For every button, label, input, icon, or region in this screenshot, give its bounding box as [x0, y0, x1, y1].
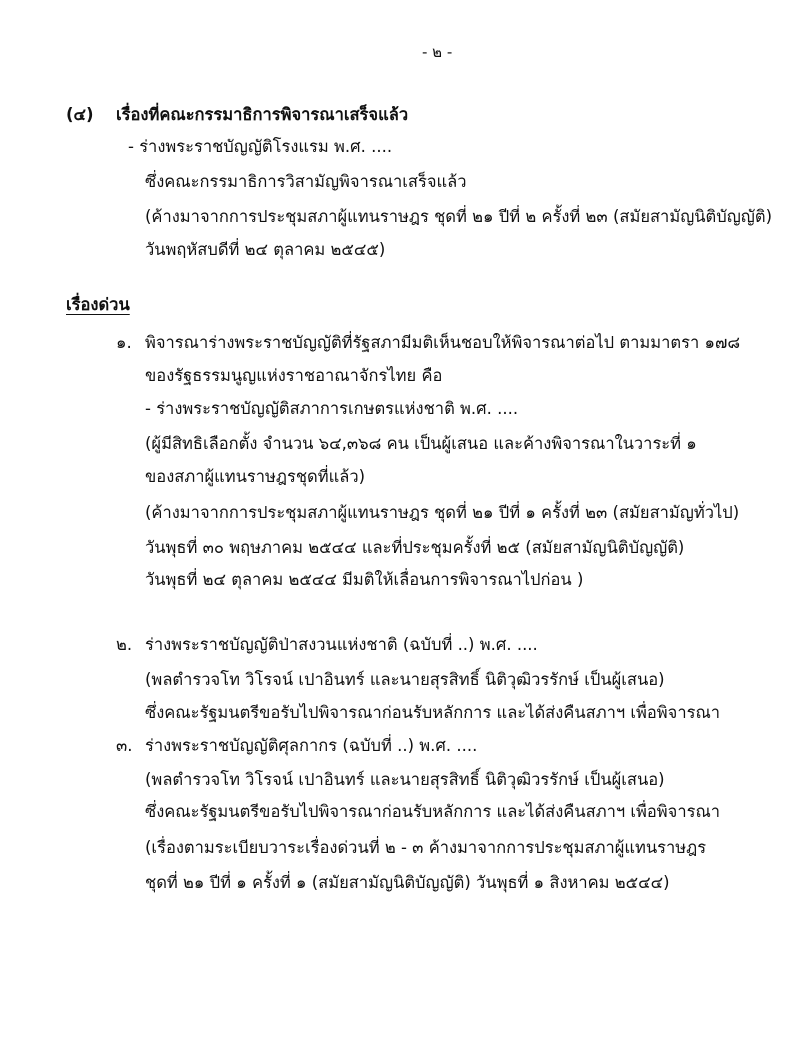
- item-line: พิจารณาร่างพระราชบัญญัติที่รัฐสภามีมติเห็นชอบให้พิจารณาต่อไป ตามมาตรา ๑๗๘: [145, 333, 741, 352]
- item-line: (เรื่องตามระเบียบวาระเรื่องด่วนที่ ๒ - ๓ ค้างมาจากการประชุมสภาผู้แทนราษฎร: [145, 838, 707, 857]
- item-line: ร่างพระราชบัญญัติศุลกากร (ฉบับที่ ..) พ.ศ. ....: [145, 736, 478, 755]
- item-line: (ค้างมาจากการประชุมสภาผู้แทนราษฎร ชุดที่ ๒๑ ปีที่ ๑ ครั้งที่ ๒๓ (สมัยสามัญทั่วไป): [145, 503, 740, 522]
- item-line: (ผู้มีสิทธิเลือกตั้ง จำนวน ๖๔,๓๖๘ คน เป็นผู้เสนอ และค้างพิจารณาในวาระที่ ๑: [145, 434, 697, 453]
- item-number: ๓.: [116, 736, 133, 755]
- page-number: - ๒ -: [422, 43, 453, 61]
- item-line: ซึ่งคณะรัฐมนตรีขอรับไปพิจารณาก่อนรับหลักการ และได้ส่งคืนสภาฯ เพื่อพิจารณา: [145, 802, 721, 821]
- item-line: - ร่างพระราชบัญญัติสภาการเกษตรแห่งชาติ พ.ศ. ....: [145, 399, 519, 418]
- bill-line: (ค้างมาจากการประชุมสภาผู้แทนราษฎร ชุดที่ ๒๑ ปีที่ ๒ ครั้งที่ ๒๓ (สมัยสามัญนิติบัญญัติ): [145, 207, 772, 226]
- item-line: ร่างพระราชบัญญัติป่าสงวนแห่งชาติ (ฉบับที่ ..) พ.ศ. ....: [145, 635, 538, 654]
- urgent-heading: เรื่องด่วน: [66, 295, 130, 314]
- item-line: ของรัฐธรรมนูญแห่งราชอาณาจักรไทย คือ: [145, 366, 443, 385]
- bill-line: - ร่างพระราชบัญญัติโรงแรม พ.ศ. ....: [128, 137, 393, 156]
- item-line: ซึ่งคณะรัฐมนตรีขอรับไปพิจารณาก่อนรับหลักการ และได้ส่งคืนสภาฯ เพื่อพิจารณา: [145, 703, 721, 722]
- section-title: เรื่องที่คณะกรรมาธิการพิจารณาเสร็จแล้ว: [116, 105, 409, 124]
- item-line: (พลตำรวจโท วิโรจน์ เปาอินทร์ และนายสุรสิทธิ์ นิติวุฒิวรรักษ์ เป็นผู้เสนอ): [145, 770, 665, 789]
- item-line: ของสภาผู้แทนราษฎรชุดที่แล้ว): [145, 467, 366, 486]
- item-line: (พลตำรวจโท วิโรจน์ เปาอินทร์ และนายสุรสิทธิ์ นิติวุฒิวรรักษ์ เป็นผู้เสนอ): [145, 670, 665, 689]
- item-number: ๑.: [116, 333, 132, 352]
- item-line: วันพุธที่ ๓๐ พฤษภาคม ๒๕๔๔ และที่ประชุมครั้งที่ ๒๕ (สมัยสามัญนิติบัญญัติ): [145, 538, 685, 557]
- bill-line: วันพฤหัสบดีที่ ๒๔ ตุลาคม ๒๕๔๕): [145, 240, 386, 259]
- item-line: ชุดที่ ๒๑ ปีที่ ๑ ครั้งที่ ๑ (สมัยสามัญนิติบัญญัติ) วันพุธที่ ๑ สิงหาคม ๒๕๔๔): [145, 873, 670, 892]
- bill-line: ซึ่งคณะกรรมาธิการวิสามัญพิจารณาเสร็จแล้ว: [145, 172, 467, 191]
- section-marker: (๔): [66, 105, 94, 124]
- item-number: ๒.: [116, 635, 133, 654]
- item-line: วันพุธที่ ๒๔ ตุลาคม ๒๕๔๔ มีมติให้เลื่อนการพิจารณาไปก่อน ): [145, 570, 584, 589]
